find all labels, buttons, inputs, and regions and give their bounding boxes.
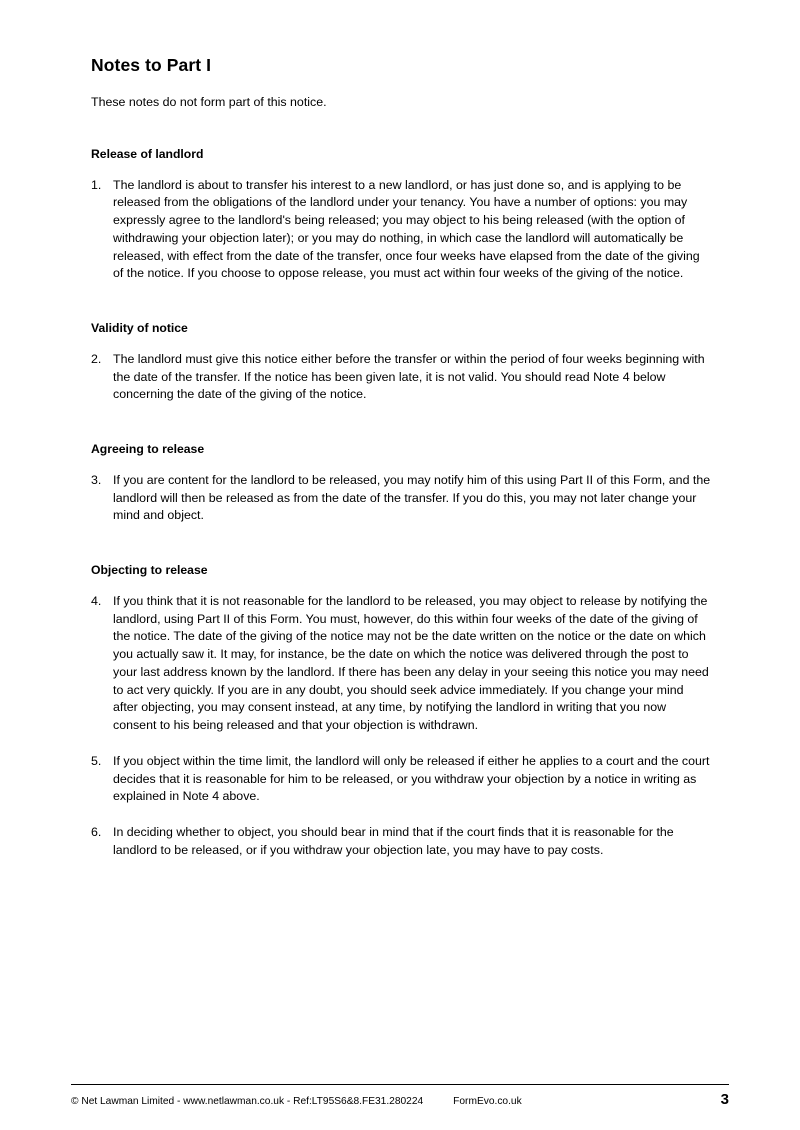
- intro-text: These notes do not form part of this notice.: [91, 95, 327, 109]
- list-item-text: In deciding whether to object, you should bear in mind that if the court finds that it is reasonable for the landlord to be released, or if you withdraw your objection late, you may have to pay costs.: [113, 825, 674, 857]
- list-item: [91, 472, 711, 525]
- section-heading: Release of landlord: [91, 146, 204, 161]
- page-number: 3: [720, 1091, 729, 1108]
- footer-copyright: © Net Lawman Limited - www.netlawman.co.uk - Ref:LT95S6&8.FE31.280224: [71, 1096, 424, 1107]
- list-item: [91, 753, 711, 806]
- document-body: [91, 55, 711, 878]
- list-item-number: 5.: [91, 753, 102, 768]
- section-agreeing-to-release: [91, 442, 711, 525]
- list-item-text: The landlord is about to transfer his interest to a new landlord, or has just done so, and is applying to be released from the obligations of the landlord under your tenancy. You have a number of options: you may expressly agree to the landlord's being released; you may object to his being released (with the option of withdrawing your objection later); or you may do nothing, in which case the landlord will automatically be released, with effect from the date of the transfer, once four weeks have elapsed from the date of the giving of the notice. If you choose to oppose release, you must act within four weeks of the giving of the notice.: [113, 177, 700, 281]
- list-item: [91, 824, 711, 859]
- list-item-number: 3.: [91, 472, 102, 487]
- page-title: Notes to Part I: [91, 55, 212, 75]
- section-spacer: [91, 301, 711, 321]
- list-item: [91, 593, 711, 735]
- list-item: [91, 351, 711, 404]
- section-heading: Objecting to release: [91, 563, 208, 578]
- list-item-number: 1.: [91, 177, 102, 192]
- section-release-of-landlord: [91, 147, 711, 283]
- list-item-text: If you think that it is not reasonable for the landlord to be released, you may object to release by notifying the landlord, using Part II of this Form. You must, however, do this within four weeks of the date of the giving of the notice. The date of the giving of the notice may not be the date written on the notice or the date on which you actually saw it. It may, for instance, be the date on which the notice was delivered through the post to your last address known by the landlord. If there has been any delay in your seeing this notice you may need to act very quickly. If you are in any doubt, you should seek advice immediately. If you change your mind after objecting, you may consent instead, at any time, by notifying the landlord in writing that you now consent to his being released and that your objection is withdrawn.: [113, 593, 709, 733]
- section-heading: Agreeing to release: [91, 442, 205, 457]
- section-validity-of-notice: [91, 321, 711, 404]
- section-heading: Validity of notice: [91, 321, 188, 335]
- list-item: [91, 177, 711, 283]
- list-item-number: 2.: [91, 351, 102, 366]
- footer-provider: FormEvo.co.uk: [453, 1096, 522, 1107]
- list-item-number: 6.: [91, 825, 102, 840]
- section-spacer: [91, 422, 711, 442]
- section-spacer: [91, 543, 711, 563]
- list-item-number: 4.: [91, 593, 102, 608]
- section-objecting-to-release: [91, 563, 711, 859]
- list-item-text: The landlord must give this notice either before the transfer or within the period of four weeks beginning with the date of the transfer. If the notice has been given late, it is not valid. You should read Note 4 below concerning the date of the giving of the notice.: [113, 351, 705, 402]
- page-footer: [71, 1084, 729, 1108]
- list-item-text: If you object within the time limit, the landlord will only be released if either he applies to a court and the court decides that it is reasonable for him to be released, or you withdraw your objection by a notice in writing as explained in Note 4 above.: [113, 753, 710, 804]
- list-item-text: If you are content for the landlord to be released, you may notify him of this using Part II of this Form, and the landlord will then be released as from the date of the transfer. If you do this, you may not later change your mind and object.: [113, 472, 711, 523]
